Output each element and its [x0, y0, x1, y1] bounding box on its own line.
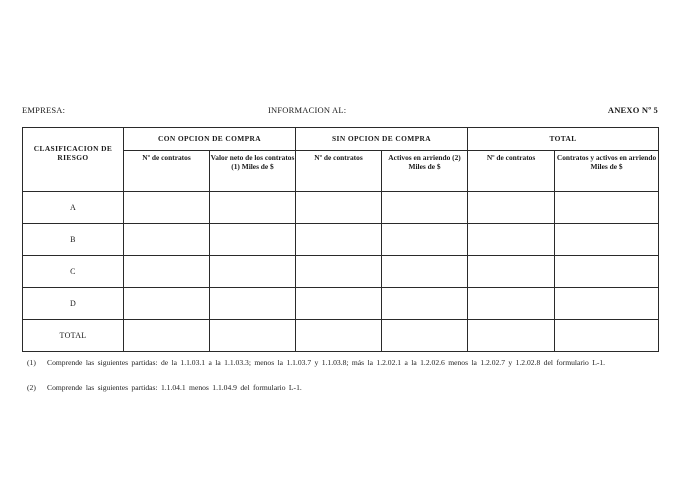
table-cell	[124, 192, 210, 224]
table-row	[23, 192, 659, 224]
table-cell	[468, 256, 555, 288]
table-cell	[210, 288, 296, 320]
table-cell	[555, 288, 659, 320]
table-cell	[382, 192, 468, 224]
table-cell	[210, 320, 296, 352]
table-cell	[296, 320, 382, 352]
annex-table	[22, 127, 659, 352]
table-cell	[555, 224, 659, 256]
table-cell	[382, 288, 468, 320]
table-cell	[210, 192, 296, 224]
clasificacion-riesgo-header: CLASIFICACION DE RIESGO	[23, 128, 124, 192]
footnote-number: (1)	[27, 358, 36, 367]
table-cell	[124, 256, 210, 288]
table-row	[23, 256, 659, 288]
informacion-al-label: INFORMACION AL:	[268, 105, 347, 115]
table-row	[23, 288, 659, 320]
table-cell	[555, 192, 659, 224]
table-cell	[382, 256, 468, 288]
footnote-text: Comprende las siguientes partidas: 1.1.04.1 menos 1.1.04.9 del formulario L-1.	[47, 383, 302, 392]
row-label-b: B	[23, 224, 124, 256]
table-cell	[296, 256, 382, 288]
footnote-text: Comprende las siguientes partidas: de la 1.1.03.1 a la 1.1.03.3; menos la 1.1.03.7 y 1.1.03.8; más la 1.2.02.1 a la 1.2.02.6 menos la 1.2.02.7 y 1.2.02.8 del formulario L-1.	[47, 358, 606, 367]
row-label-a: A	[23, 192, 124, 224]
sin-activos-arriendo-header: Activos en arriendo (2) Miles de $	[382, 151, 468, 192]
table-row	[23, 224, 659, 256]
total-num-contratos-header: Nº de contratos	[468, 151, 555, 192]
table-cell	[296, 288, 382, 320]
table-cell	[296, 224, 382, 256]
empresa-label: EMPRESA:	[22, 105, 66, 115]
footnote-number: (2)	[27, 383, 36, 392]
footnote-2	[27, 384, 647, 393]
row-label-total: TOTAL	[23, 320, 124, 352]
footnote-1	[27, 359, 647, 368]
anexo-number: ANEXO Nº 5	[607, 105, 658, 115]
total-group-header: TOTAL	[468, 128, 659, 151]
table-cell	[468, 224, 555, 256]
con-opcion-compra-header: CON OPCION DE COMPRA	[124, 128, 296, 151]
row-label-d: D	[23, 288, 124, 320]
table-cell	[382, 320, 468, 352]
table-cell	[210, 256, 296, 288]
table-cell	[468, 192, 555, 224]
table-cell	[555, 256, 659, 288]
table-cell	[210, 224, 296, 256]
table-cell	[468, 288, 555, 320]
table-cell	[555, 320, 659, 352]
row-label-c: C	[23, 256, 124, 288]
table-cell	[382, 224, 468, 256]
table-cell	[468, 320, 555, 352]
table-cell	[124, 288, 210, 320]
table-cell	[124, 320, 210, 352]
sin-opcion-compra-header: SIN OPCION DE COMPRA	[296, 128, 468, 151]
table-row-total	[23, 320, 659, 352]
table-cell	[124, 224, 210, 256]
con-num-contratos-header: Nº de contratos	[124, 151, 210, 192]
total-contratos-activos-header: Contratos y activos en arriendo Miles de $	[555, 151, 659, 192]
table-cell	[296, 192, 382, 224]
con-valor-neto-header: Valor neto de los contratos (1) Miles de $	[210, 151, 296, 192]
sin-num-contratos-header: Nº de contratos	[296, 151, 382, 192]
